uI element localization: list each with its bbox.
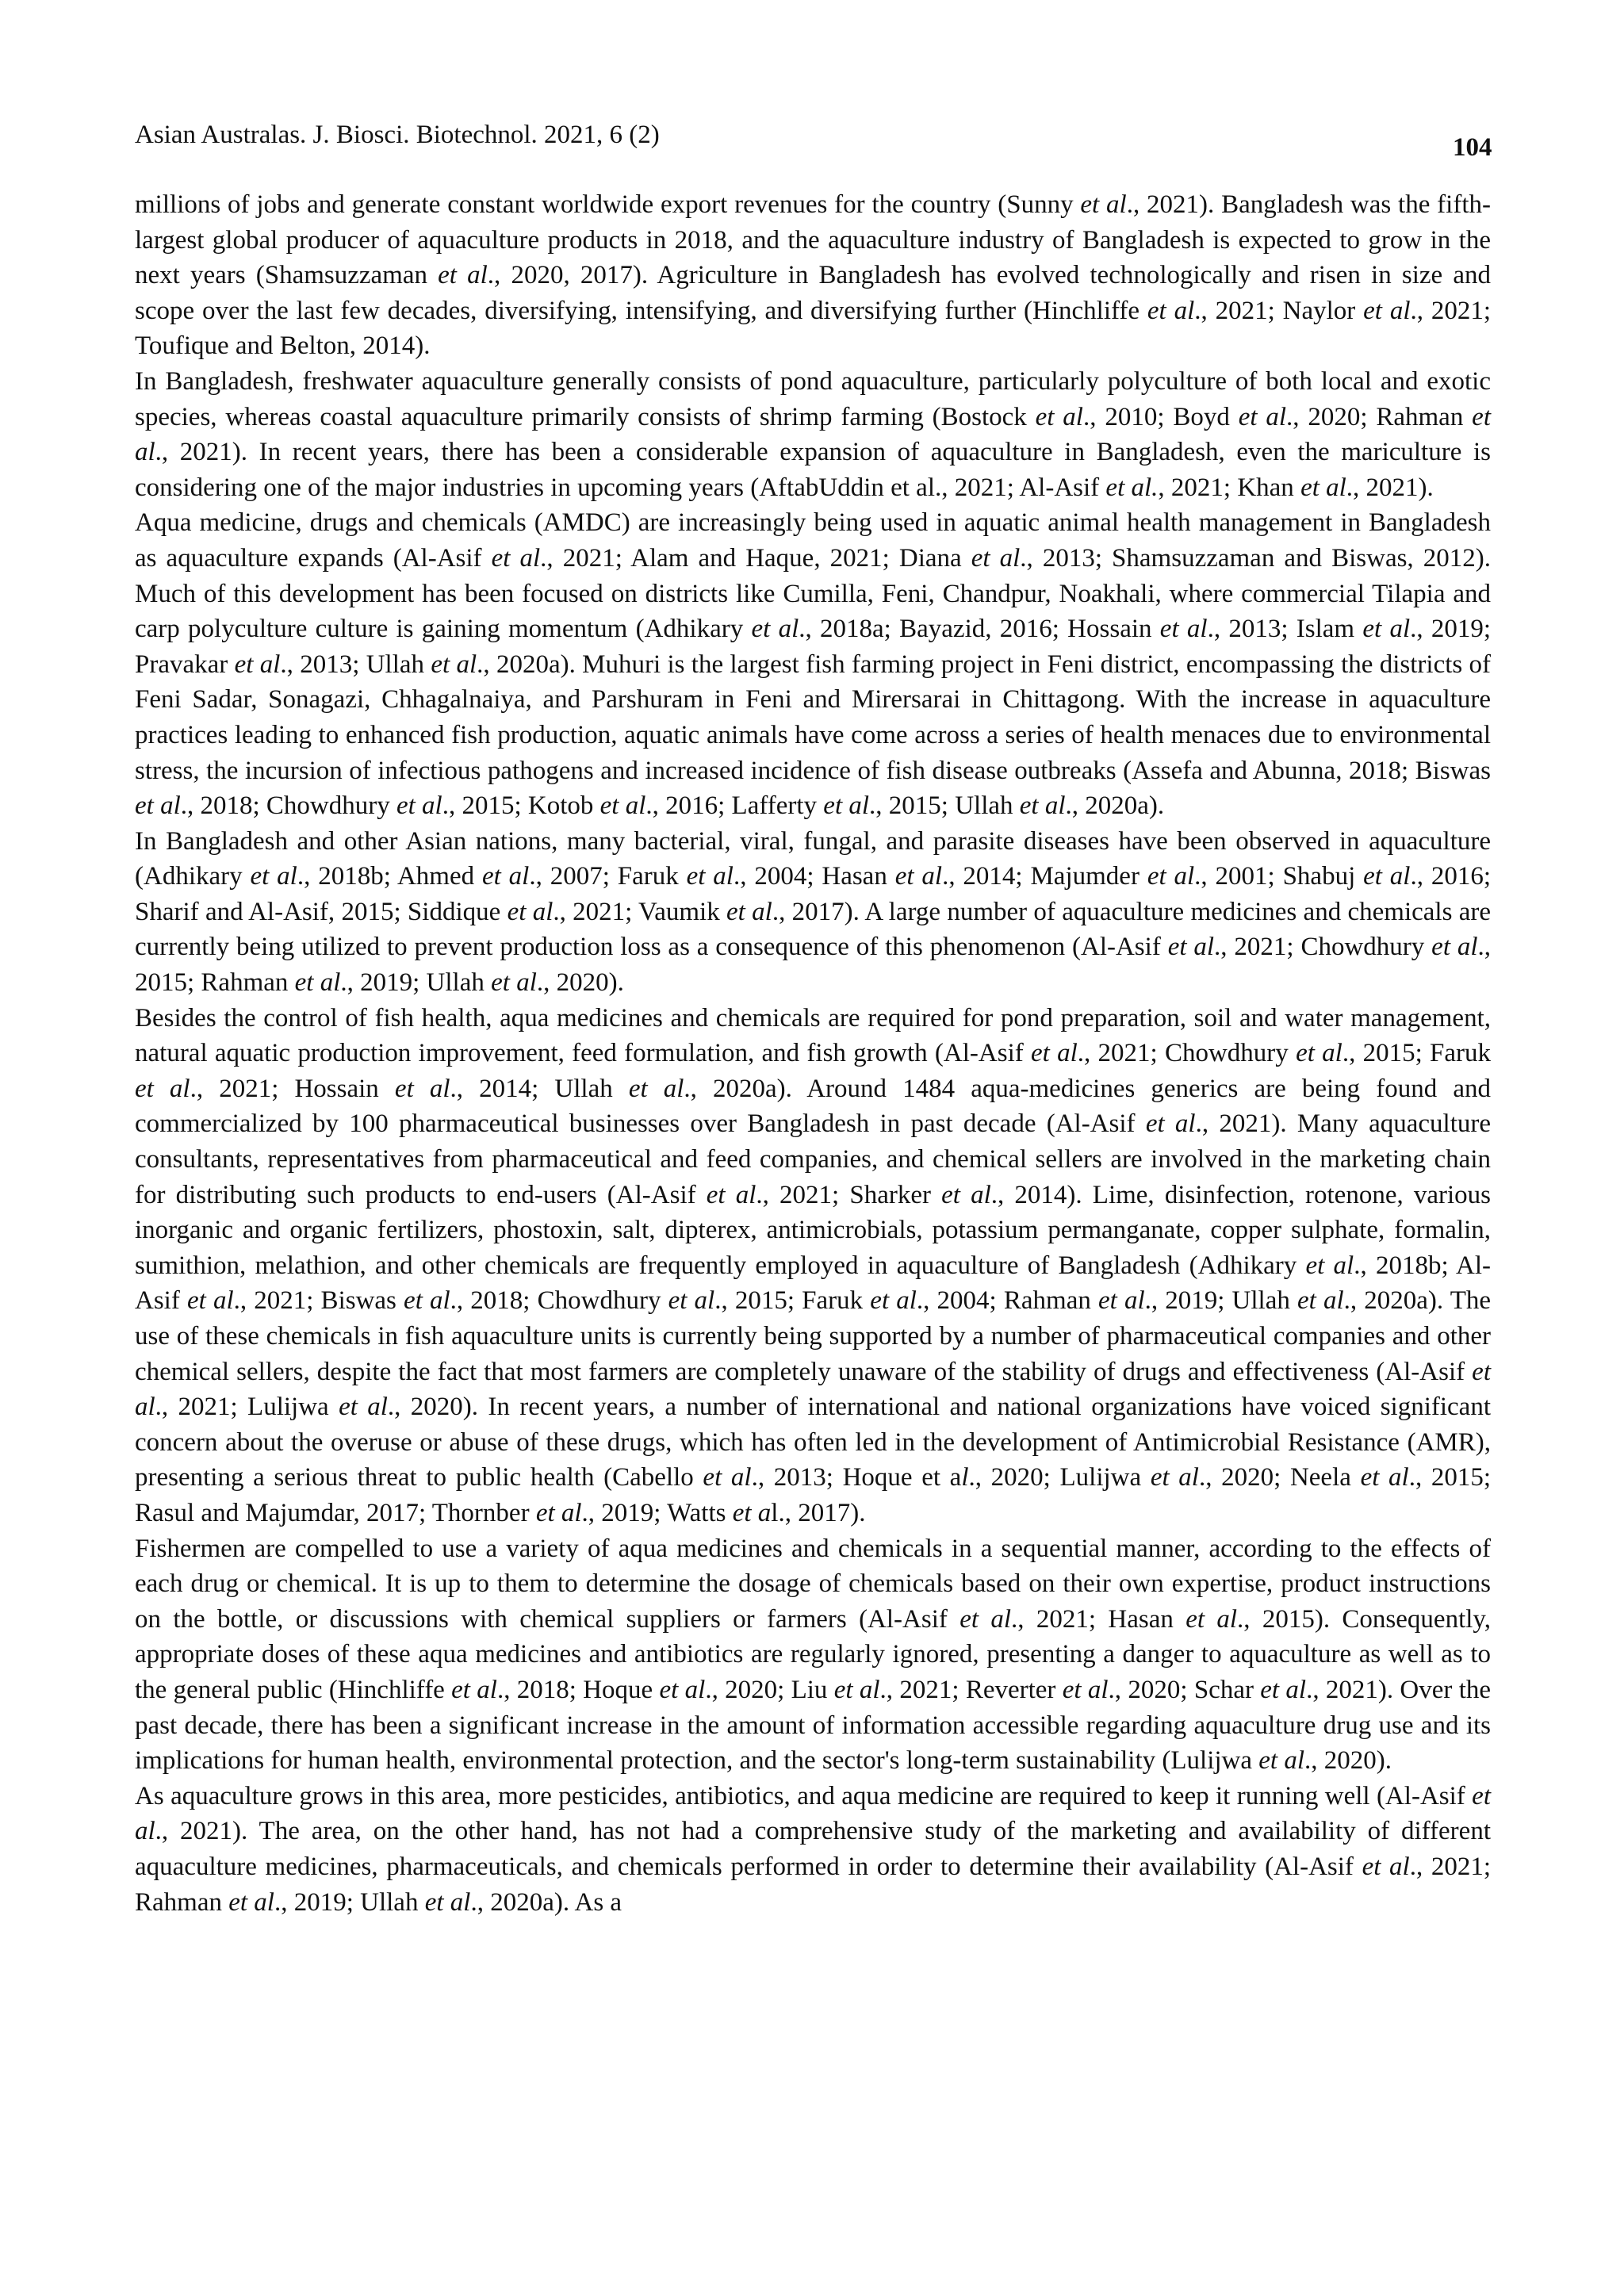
italic-citation-text: et al (1185, 1604, 1238, 1634)
italic-citation-text: et al (1147, 862, 1195, 891)
italic-citation-text: et al (1097, 1286, 1145, 1316)
body-paragraph: Fishermen are compelled to use a variety of aqua medicines and chemicals in a sequential manner, according to the effects of each drug or chemical. It is up to them to determine the dosage of chemicals based on their own expertise, product instructions on the bottle, or discussions with chemical suppliers or farmers (Al-Asif et al., 2021; Hasan et al., 2015). Consequently, appropriate doses of these aqua medicines and antibiotics are regularly ignored, presenting a danger to aquaculture as well as to the general public (Hinchliffe et al., 2018; Hoque et al., 2020; Liu et al., 2021; Reverter et al., 2020; Schar et al., 2021). Over the past decade, there has been a significant increase in the amount of information accessible regarding aquaculture drug use and its implications for human health, environmental protection, and the sector's long-term sustainability (Lulijwa et al., 2020). (135, 1534, 1492, 1776)
italic-citation-text: et al (751, 615, 799, 644)
italic-citation-text: et al (686, 862, 733, 891)
italic-citation-text: et al (1363, 862, 1411, 891)
italic-citation-text: et al (1145, 1109, 1196, 1139)
italic-citation-text: et al (1362, 1852, 1410, 1881)
body-paragraph: In Bangladesh and other Asian nations, many bacterial, viral, fungal, and parasite diseases have been observed in aquaculture (Adhikary et al., 2018b; Ahmed et al., 2007; Faruk et al., 2004; Hasan et al., 2014; Majumder et al., 2001; Shabuj et al., 2016; Sharif and Al-Asif, 2015; Siddique et al., 2021; Vaumik et al., 2017). A large number of aquaculture medicines and chemicals are currently being utilized to prevent production loss as a consequence of this phenomenon (Al-Asif et al., 2021; Chowdhury et al., 2015; Rahman et al., 2019; Ullah et al., 2020). (135, 826, 1492, 998)
italic-citation-text: et al (438, 261, 488, 290)
italic-citation-text: et al (1360, 1463, 1409, 1492)
italic-citation-text: et al (1159, 615, 1208, 644)
body-paragraph: Besides the control of fish health, aqua medicines and chemicals are required for pond preparation, soil and water management, natural aquatic production improvement, feed formulation, and fish growth (Al-Asif et al., 2021; Chowdhury et al., 2015; Faruk et al., 2021; Hossain et al., 2014; Ullah et al., 2020a). Around 1484 aqua-medicines generics are being found and commercialized by 100 pharmaceutical businesses over Bangladesh in past decade (Al-Asif et al., 2021). Many aquaculture consultants, representatives from pharmaceutical and feed companies, and chemical sellers are involved in the marketing chain for distributing such products to end-users (Al-Asif et al., 2021; Sharker et al., 2014). Lime, disinfection, rotenone, various inorganic and organic fertilizers, phostoxin, salt, dipterex, antimicrobials, potassium permanganate, copper sulphate, formalin, sumithion, melathion, and other chemicals are frequently employed in aquaculture of Bangladesh (Adhikary et al., 2018b; Al-Asif et al., 2021; Biswas et al., 2018; Chowdhury et al., 2015; Faruk et al., 2004; Rahman et al., 2019; Ullah et al., 2020a). The use of these chemicals in fish aquaculture units is currently being supported by a number of pharmaceutical companies and other chemical sellers, despite the fact that most farmers are completely unaware of the stability of drugs and effectiveness (Al-Asif et al., 2021; Lulijwa et al., 2020). In recent years, a number of international and national organizations have voiced significant concern about the overuse or abuse of these drugs, which has often led in the development of Antimicrobial Resistance (AMR), presenting a serious threat to public health (Cabello et al., 2013; Hoque et al., 2020; Lulijwa et al., 2020; Neela et al., 2015; Rasul and Majumdar, 2017; Thornber et al., 2019; Watts et al., 2017). (135, 1003, 1492, 1527)
italic-citation-text: et al (404, 1286, 450, 1316)
italic-citation-text: et al (1062, 1675, 1109, 1704)
italic-citation-text: et al. (1105, 473, 1159, 502)
italic-citation-text: et al (706, 1180, 756, 1209)
italic-citation-text: et al (250, 862, 297, 891)
italic-citation-text: et al (535, 1498, 582, 1527)
italic-citation-text: et al (234, 649, 281, 679)
article-body (135, 187, 1491, 1920)
italic-citation-text: et al (135, 1074, 190, 1103)
italic-citation-text: et al (1260, 1675, 1307, 1704)
italic-citation-text: et al (135, 1357, 1491, 1422)
italic-citation-text: et al (703, 1463, 752, 1492)
body-paragraph: millions of jobs and generate constant worldwide export revenues for the country (Sunny et al., 2021). Bangladesh was the fifth-largest global producer of aquaculture products in 2018, and the aquaculture industry of Bangladesh is expected to grow in the next years (Shamsuzzaman et al., 2020, 2017). Agriculture in Bangladesh has evolved technologically and risen in size and scope over the last few decades, diversifying, intensifying, and diversifying further (Hinchliffe et al., 2021; Naylor et al., 2021; Toufique and Belton, 2014). (135, 190, 1492, 361)
italic-citation-text: et al (726, 897, 772, 926)
italic-citation-text: et al (491, 543, 541, 573)
italic-citation-text: et al (481, 862, 530, 891)
running-header: Asian Australas. J. Biosci. Biotechnol. 2021, 6 (2) (135, 121, 660, 149)
italic-citation-text: et al (1035, 402, 1083, 431)
italic-citation-text: et al (1305, 1251, 1354, 1280)
italic-citation-text: et al (1031, 1039, 1078, 1068)
italic-citation-text: et a (732, 1498, 772, 1527)
italic-citation-text: et al (431, 649, 477, 679)
italic-citation-text: et al (1296, 1039, 1342, 1068)
italic-citation-text: et al (1167, 933, 1215, 962)
italic-citation-text: et al (424, 1887, 471, 1917)
italic-citation-text: et al (894, 862, 943, 891)
italic-citation-text: et al (959, 1604, 1012, 1634)
italic-citation-text: et al (491, 968, 537, 998)
italic-citation-text: et al (294, 968, 341, 998)
italic-citation-text: et al (135, 402, 1491, 467)
italic-citation-text: et al (1150, 1463, 1199, 1492)
italic-citation-text: et al (1363, 296, 1411, 325)
italic-citation-text: et al (1080, 190, 1127, 219)
italic-citation-text: et al (135, 1781, 1491, 1846)
italic-citation-text: et al (1019, 791, 1066, 821)
italic-citation-text: et al (135, 791, 181, 821)
body-paragraph: Aqua medicine, drugs and chemicals (AMDC) are increasingly being used in aquatic animal health management in Bangladesh as aquaculture expands (Al-Asif et al., 2021; Alam and Haque, 2021; Diana et al., 2013; Shamsuzzaman and Biswas, 2012). Much of this development has been focused on districts like Cumilla, Feni, Chandpur, Noakhali, where commercial Tilapia and carp polyculture culture is gaining momentum (Adhikary et al., 2018a; Bayazid, 2016; Hossain et al., 2013; Islam et al., 2019; Pravakar et al., 2013; Ullah et al., 2020a). Muhuri is the largest fish farming project in Feni district, encompassing the districts of Feni Sadar, Sonagazi, Chhagalnaiya, and Parshuram in Feni and Mirersarai in Chittagong. With the increase in aquaculture practices leading to enhanced fish production, aquatic animals have come across a series of health menaces due to environmental stress, the incursion of infectious pathogens and increased incidence of fish disease outbreaks (Assefa and Abunna, 2018; Biswas et al., 2018; Chowdhury et al., 2015; Kotob et al., 2016; Lafferty et al., 2015; Ullah et al., 2020a). (135, 508, 1492, 821)
italic-citation-text: et al (507, 897, 553, 926)
italic-citation-text: et al (1362, 615, 1411, 644)
italic-citation-text: et al (394, 1074, 450, 1103)
italic-citation-text: et al (1238, 402, 1287, 431)
italic-citation-text: et al (941, 1180, 991, 1209)
italic-citation-text: et al (1431, 933, 1478, 962)
italic-citation-text: et al (228, 1887, 274, 1917)
italic-citation-text: et al (971, 543, 1021, 573)
italic-citation-text: et al (1258, 1746, 1304, 1776)
italic-citation-text: et al (396, 791, 442, 821)
italic-citation-text: et al (659, 1675, 706, 1704)
italic-citation-text: et al (628, 1074, 684, 1103)
italic-citation-text: et al (870, 1286, 917, 1316)
italic-citation-text: et al (1300, 473, 1346, 502)
italic-citation-text: et al (833, 1675, 880, 1704)
body-paragraph: As aquaculture grows in this area, more pesticides, antibiotics, and aqua medicine are required to keep it running well (Al-Asif et al., 2021). The area, on the other hand, has not had a comprehensive study of the marketing and availability of different aquaculture medicines, pharmaceuticals, and chemicals performed in order to determine their availability (Al-Asif et al., 2021; Rahman et al., 2019; Ullah et al., 2020a). As a (135, 1781, 1491, 1917)
italic-citation-text: et al (451, 1675, 497, 1704)
italic-citation-text: et al (668, 1286, 715, 1316)
italic-citation-text: l (961, 1463, 969, 1492)
italic-citation-text: et al (1297, 1286, 1344, 1316)
italic-citation-text: et al (823, 791, 870, 821)
italic-citation-text: et al (186, 1286, 234, 1316)
body-paragraph: In Bangladesh, freshwater aquaculture generally consists of pond aquaculture, particularly polyculture of both local and exotic species, whereas coastal aquaculture primarily consists of shrimp farming (Bostock et al., 2010; Boyd et al., 2020; Rahman et al., 2021). In recent years, there has been a considerable expansion of aquaculture in Bangladesh, even the mariculture is considering one of the major industries in upcoming years (AftabUddin et al., 2021; Al-Asif et al., 2021; Khan et al., 2021). (135, 366, 1491, 502)
italic-citation-text: et al (339, 1393, 388, 1422)
italic-citation-text: et al (1147, 296, 1195, 325)
page-number: 104 (1453, 133, 1492, 162)
italic-citation-text: et al (599, 791, 646, 821)
